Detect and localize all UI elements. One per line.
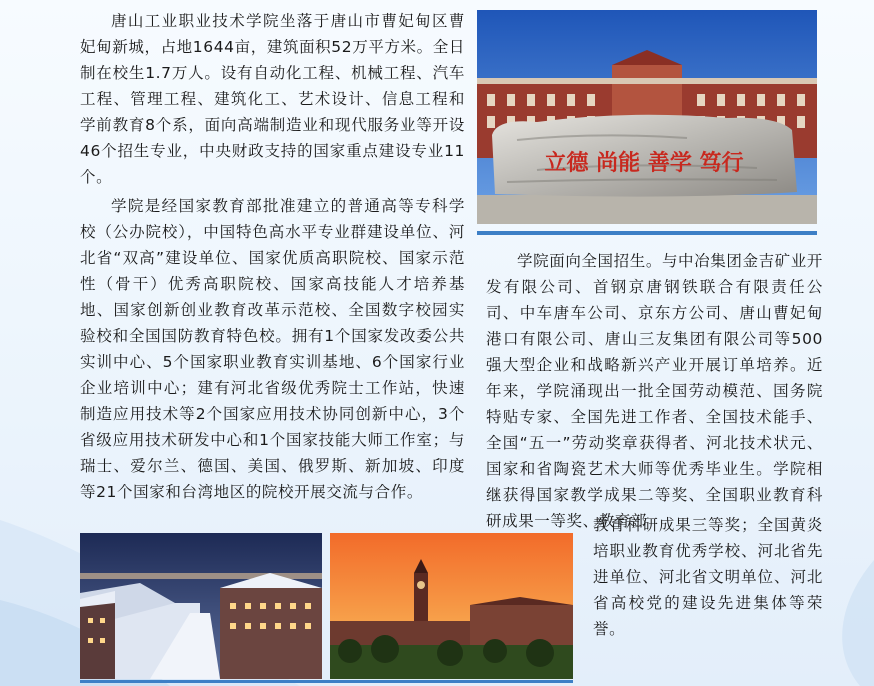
divider-bar (477, 231, 817, 235)
stone-inscription: 立德 尚能 善学 笃行 (544, 150, 744, 176)
recruitment-paragraph: 学院面向全国招生。与中冶集团金吉矿业开发有限公司、首钢京唐钢铁联合有限责任公司、中车唐车公司、京东方公司、唐山曹妃甸港口有限公司、唐山三友集团有限公司等500强大型企业和战略新兴产业开展订单培养。近年来，学院涌现出一批全国劳动模范、国务院特贴专家、全国先进工作者、全国技术能手、全国“五一”劳动奖章获得者、河北技术状元、国家和省陶瓷艺术大师等优秀毕业生。学院相继获得国家教学成果二等奖、全国职业教育科研成果一等奖、教育部 (486, 252, 823, 530)
honors-paragraph: 学院是经国家教育部批准建立的普通高等专科学校（公办院校），中国特色高水平专业群建设单位、河北省“双高”建设单位、国家优质高职院校、国家示范性（骨干）优秀高职院校、国家高技能人才培养基地、国家创新创业教育改革示范校、全国数字校园实验校和全国国防教育特色校。拥有1个国家发改委公共实训中心、5个国家职业教育实训基地、6个国家行业企业培训中心；建有河北省级优秀院士工作站，快速制造应用技术等2个国家应用技术协同创新中心，3个省级应用技术研发中心和1个国家技能大师工作室；与瑞士、爱尔兰、德国、美国、俄罗斯、新加坡、印度等21个国家和台湾地区的院校开展交流与合作。 (80, 197, 465, 501)
intro-paragraph: 唐山工业职业技术学院坐落于唐山市曹妃甸区曹妃甸新城，占地1644亩，建筑面积52万平方米。全日制在校生1.7万人。设有自动化工程、机械工程、汽车工程、管理工程、建筑化工、艺术设计、信息工程和学前教育8个系，面向高端制造业和现代服务业等开设46个招生专业，中央财政支持的国家重点建设专业11个。 (80, 12, 465, 186)
snow-campus-photo (80, 533, 322, 679)
bottom-divider-bar (80, 680, 573, 683)
campus-gate-photo (477, 10, 817, 224)
clock-tower-photo (330, 533, 573, 679)
recruitment-paragraph-continued: 教育科研成果三等奖；全国黄炎培职业教育优秀学校、河北省先进单位、河北省文明单位、河北省高校党的建设先进集体等荣誉。 (593, 516, 823, 638)
